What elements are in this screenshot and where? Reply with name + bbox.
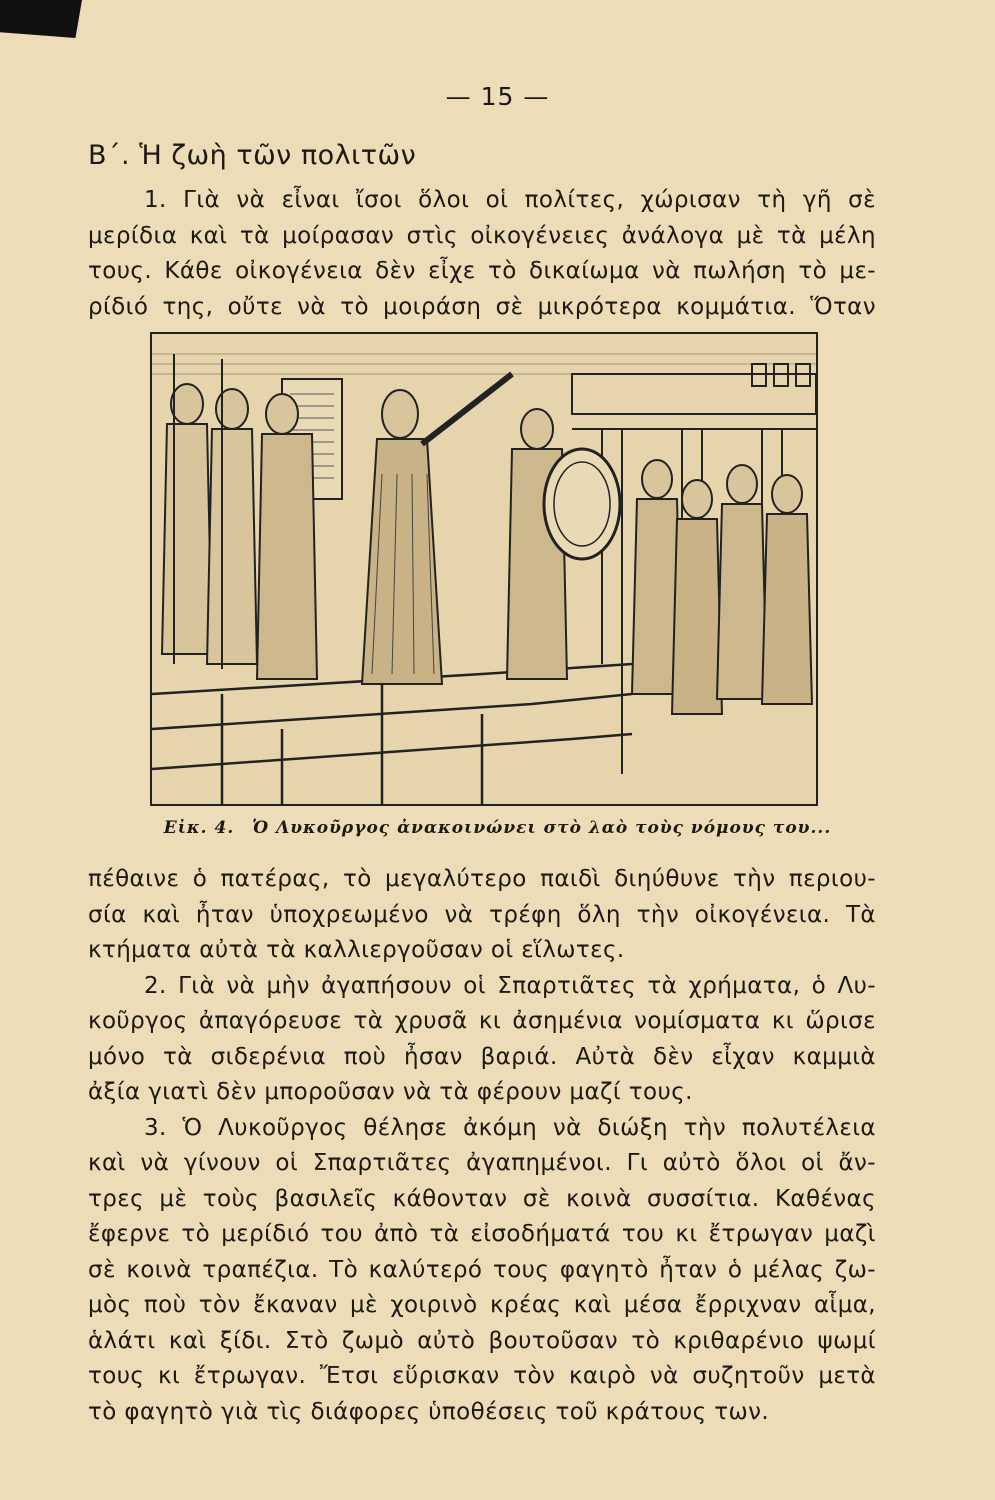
text-line: τους. Κάθε οἰκογένεια δὲν εἶχε τὸ δικαίωμα νὰ πωλήση τὸ με- (88, 258, 876, 284)
section-title: Β΄. Ἡ ζωὴ τῶν πολιτῶν (88, 140, 417, 171)
citizens-crowd (622, 460, 812, 774)
text-line: 1. Γιὰ νὰ εἶναι ἴσοι ὅλοι οἱ πολίτες, χώρισαν τὴ γῆ σὲ (144, 187, 876, 213)
engraving-drawing (152, 334, 816, 804)
paragraph-3 (88, 1111, 876, 1431)
text-line: μερίδια καὶ τὰ μοίρασαν στὶς οἰκογένειες ἀνάλογα μὲ τὰ μέλη (88, 222, 876, 249)
text-line: κοῦργος ἀπαγόρευσε τὰ χρυσᾶ κι ἀσημένια νομίσματα κι ὥρισε (88, 1008, 876, 1034)
text-line: μὸς ποὺ τὸν ἔκαναν μὲ χοιρινὸ κρέας καὶ μέσα ἔρριχναν αἷμα, (88, 1292, 876, 1318)
text-line: ρίδιό της, οὔτε νὰ τὸ μοιράση σὲ μικρότερα κομμάτια. Ὅταν (88, 293, 876, 320)
figure-caption-text: Ὁ Λυκοῦργος ἀνακοινώνει στὸ λαὸ τοὺς νόμους του... (252, 818, 832, 838)
shield-warrior (507, 409, 620, 679)
text-line: 2. Γιὰ νὰ μὴν ἀγαπήσουν οἱ Σπαρτιᾶτες τὰ χρήματα, ὁ Λυ- (144, 972, 876, 999)
figure-caption (0, 818, 995, 838)
text-line: ἔφερνε τὸ μερίδιό του ἀπὸ τὰ εἰσοδήματά του κι ἔτρωγαν μαζὶ (88, 1221, 876, 1247)
text-line: ἁλάτι καὶ ξίδι. Στὸ ζωμὸ αὐτὸ βουτοῦσαν τὸ κριθαρένιο ψωμί (88, 1327, 876, 1354)
text-block-bottom (88, 862, 876, 1430)
paragraph-1-continued (88, 862, 876, 969)
text-line: σὲ κοινὰ τραπέζια. Τὸ καλύτερό τους φαγητὸ ἦταν ὁ μέλας ζω- (88, 1256, 876, 1283)
corner-scan-mark (0, 0, 82, 38)
text-block-top (88, 183, 876, 325)
lycurgus-figure (362, 374, 512, 684)
text-line: κτήματα αὐτὰ τὰ καλλιεργοῦσαν οἱ εἵλωτες. (88, 937, 625, 963)
text-line: τρες μὲ τοὺς βασιλεῖς κάθονταν σὲ κοινὰ συσσίτια. Καθένας (88, 1185, 876, 1212)
text-line: 3. Ὁ Λυκοῦργος θέλησε ἀκόμη νὰ διώξη τὴν πολυτέλεια (144, 1114, 876, 1141)
text-line: μόνο τὰ σιδερένια ποὺ ἦσαν βαριά. Αὐτὰ δὲν εἶχαν καμμιὰ (88, 1043, 876, 1070)
spearmen-group (162, 354, 257, 669)
text-line: πέθαινε ὁ πατέρας, τὸ μεγαλύτερο παιδὶ διηύθυνε τὴν περιου- (88, 866, 876, 892)
paragraph-1 (88, 183, 876, 325)
figure-label: Εἰκ. 4. (163, 818, 235, 838)
text-line: σία καὶ ἦταν ὑποχρεωμένο νὰ τρέφη ὅλη τὴν οἰκογένεια. Τὰ (88, 901, 876, 928)
text-line: τους κι ἔτρωγαν. Ἔτσι εὕρισκαν τὸν καιρὸ νὰ συζητοῦν μετὰ (88, 1363, 876, 1389)
paragraph-2 (88, 969, 876, 1111)
tablet-bearer (257, 379, 342, 679)
text-line: ἀξία γιατὶ δὲν μποροῦσαν νὰ τὰ φέρουν μαζί τους. (88, 1079, 693, 1105)
lycurgus-illustration (150, 332, 818, 806)
text-line: τὸ φαγητὸ γιὰ τὶς διάφορες ὑποθέσεις τοῦ κράτους των. (88, 1398, 770, 1425)
page-number: — 15 — (445, 82, 550, 111)
text-line: καὶ νὰ γίνουν οἱ Σπαρτιᾶτες ἀγαπημένοι. Γι αὐτὸ ὅλοι οἱ ἄν- (88, 1150, 876, 1176)
